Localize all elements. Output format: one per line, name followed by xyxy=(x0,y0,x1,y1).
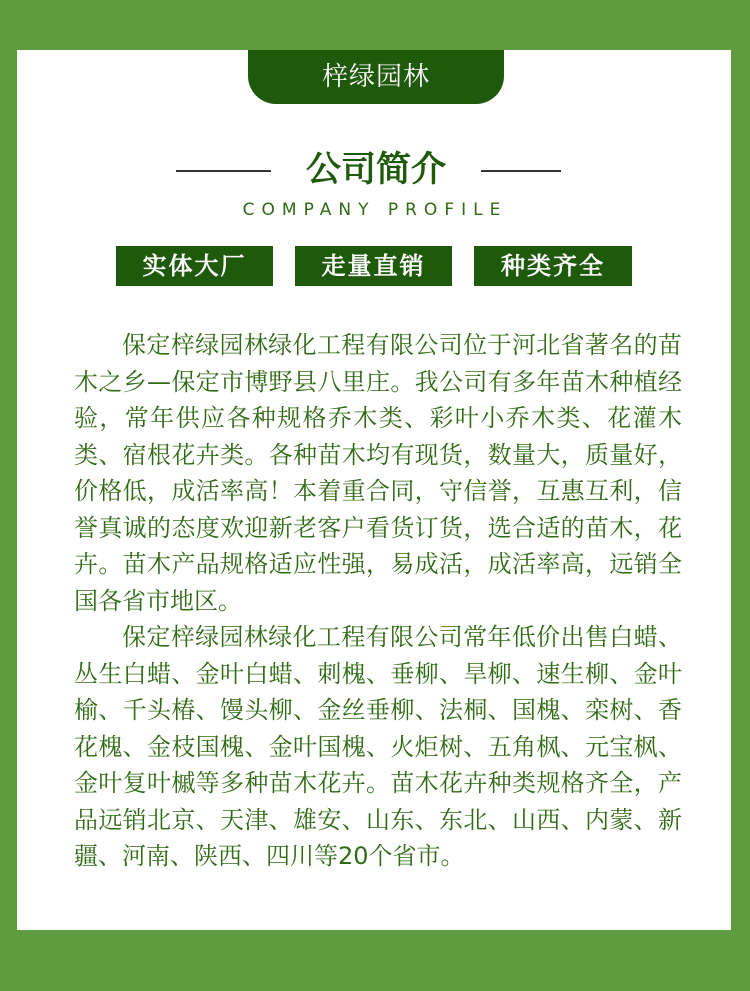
description-paragraph-1: 保定梓绿园林绿化工程有限公司位于河北省著名的苗木之乡—保定市博野县八里庄。我公司有多年苗木种植经验，常年供应各种规格乔木类、彩叶小乔木类、花灌木类、宿根花卉类。各种苗木均有现货，数量大，质量好，价格低，成活率高！本着重合同，守信誉，互惠互利，信誉真诚的态度欢迎新老客户看货订货，选合适的苗木，花卉。苗木产品规格适应性强，易成活，成活率高，远销全国各省市地区。 xyxy=(74,331,682,615)
section-header xyxy=(0,142,750,198)
tag-physical-factory: 实体大厂 xyxy=(116,246,273,286)
tag-direct-sales: 走量直销 xyxy=(295,246,452,286)
section-subtitle: COMPANY PROFILE xyxy=(242,200,508,220)
title-divider-left xyxy=(176,170,271,172)
title-divider-right xyxy=(481,170,561,172)
tag-full-variety: 种类齐全 xyxy=(474,246,632,286)
feature-tags xyxy=(0,246,750,286)
brand-banner: 梓绿园林 xyxy=(248,50,504,104)
company-description xyxy=(74,327,682,875)
section-title: 公司简介 xyxy=(305,150,446,190)
description-paragraph-2: 保定梓绿园林绿化工程有限公司常年低价出售白蜡、丛生白蜡、金叶白蜡、刺槐、垂柳、旱柳、速生柳、金叶榆、千头椿、馒头柳、金丝垂柳、法桐、国槐、栾树、香花槐、金枝国槐、金叶国槐、火炬树、五角枫、元宝枫、金叶复叶槭等多种苗木花卉。苗木花卉种类规格齐全，产品远销北京、天津、雄安、山东、东北、山西、内蒙、新疆、河南、陕西、四川等20个省市。 xyxy=(74,623,682,870)
